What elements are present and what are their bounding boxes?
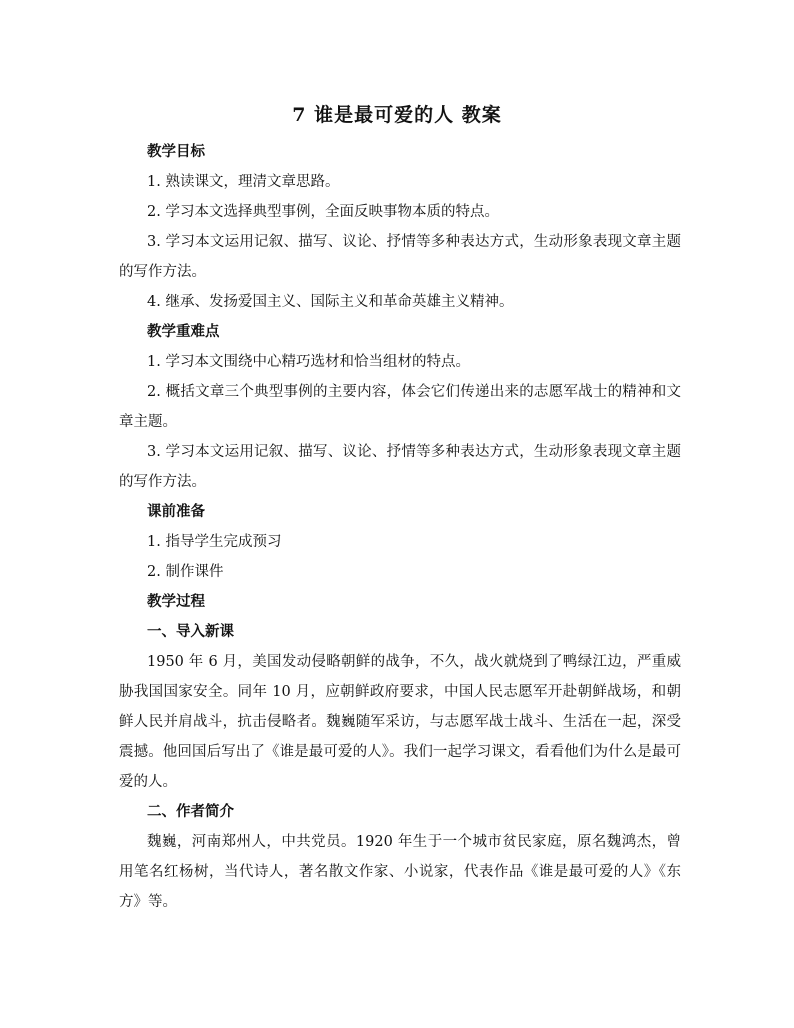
document-body <box>119 137 681 917</box>
section-heading-teaching-goals: 教学目标 <box>147 143 205 160</box>
goal-item-2: 2. 学习本文选择典型事例，全面反映事物本质的特点。 <box>147 204 499 220</box>
section-heading-preparation: 课前准备 <box>147 503 205 520</box>
key-point-item-3: 3. 学习本文运用记叙、描写、议论、抒情等多种表达方式，生动形象表现文章主题的写作方法。 <box>119 444 681 490</box>
subsection-heading-introduction: 一、导入新课 <box>147 623 234 640</box>
goal-item-4: 4. 继承、发扬爱国主义、国际主义和革命英雄主义精神。 <box>147 294 514 310</box>
introduction-paragraph: 1950 年 6 月，美国发动侵略朝鲜的战争，不久，战火就烧到了鸭绿江边，严重威胁我国国家安全。同年 10 月，应朝鲜政府要求，中国人民志愿军开赴朝鲜战场，和朝鲜人民并肩战斗，抗击侵略者。魏巍随军采访，与志愿军战士战斗、生活在一起，深受震撼。他回国后写出了《谁是最可爱的人》。我们一起学习课文，看看他们为什么是最可爱的人。 <box>119 654 681 790</box>
author-paragraph: 魏巍，河南郑州人，中共党员。1920 年生于一个城市贫民家庭，原名魏鸿杰，曾用笔名红杨树，当代诗人，著名散文作家、小说家，代表作品《谁是最可爱的人》《东方》等。 <box>119 834 681 910</box>
document-title: 7 谁是最可爱的人 教案 <box>292 104 502 126</box>
prep-item-2: 2. 制作课件 <box>147 564 224 580</box>
section-heading-process: 教学过程 <box>147 593 205 610</box>
prep-item-1: 1. 指导学生完成预习 <box>147 534 282 550</box>
subsection-heading-author: 二、作者简介 <box>147 803 234 820</box>
key-point-item-1: 1. 学习本文围绕中心精巧选材和恰当组材的特点。 <box>147 354 470 370</box>
goal-item-3: 3. 学习本文运用记叙、描写、议论、抒情等多种表达方式，生动形象表现文章主题的写作方法。 <box>119 234 681 280</box>
goal-item-1: 1. 熟读课文，理清文章思路。 <box>147 174 340 190</box>
section-heading-key-points: 教学重难点 <box>147 323 220 340</box>
key-point-item-2: 2. 概括文章三个典型事例的主要内容，体会它们传递出来的志愿军战士的精神和文章主题。 <box>119 384 681 430</box>
